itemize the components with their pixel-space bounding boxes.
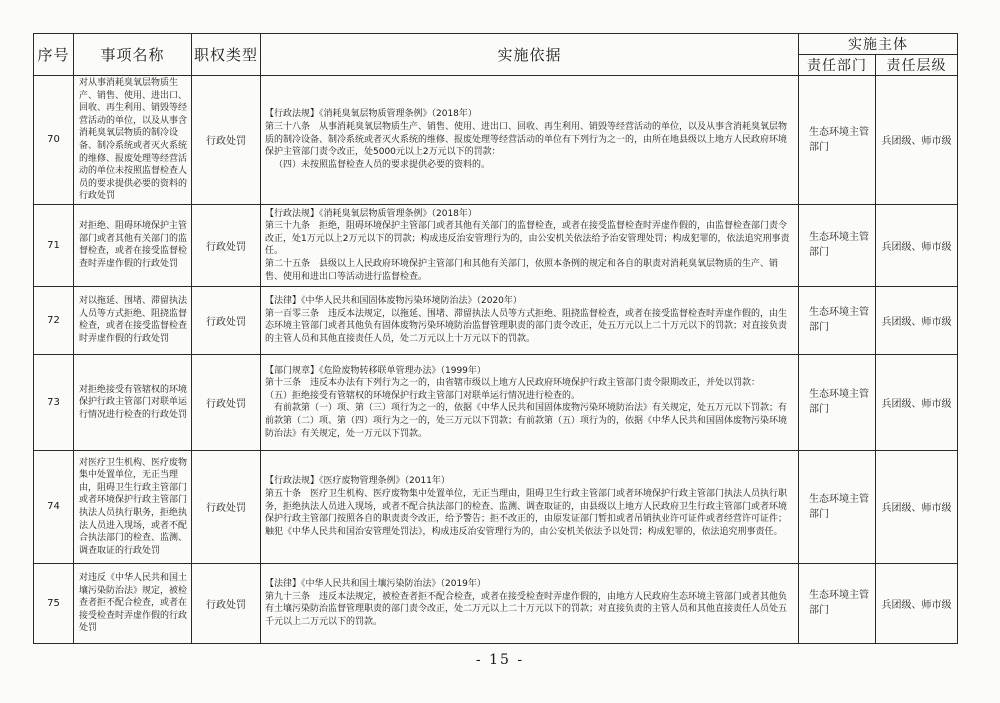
table-row (34, 450, 958, 563)
item-name: 对医疗卫生机构、医疗废物集中处置单位，无正当理由，阻碍卫生行政主管部门或者环境保护行政主管部门执法人员执行职务，拒绝执法人员进入现场，或者不配合执法部门的检查、监测、调查取证的行政处罚 (74, 450, 192, 563)
table-row (34, 286, 958, 354)
item-name: 对拒绝接受有管辖权的环境保护行政主管部门对联单运行情况进行检查的行政处罚 (74, 354, 192, 450)
responsible-level: 兵团级、师市级 (876, 450, 958, 563)
basis-clause: 有前款第（一）项、第（三）项行为之一的，依据《中华人民共和国固体废物污染环境防治法》有关规定，处五万元以下罚款；有前款第（二）项、第（四）项行为之一的，处三万元以下罚款；有前款第（五）项行为的，依据《中华人民共和国固体废物污染环境防治法》有关规定，处一万元以下罚款。 (265, 403, 788, 439)
header-name: 事项名称 (74, 34, 192, 76)
row-number: 72 (34, 286, 74, 354)
legal-basis (261, 563, 799, 643)
basis-source: 【法律】《中华人民共和国固体废物污染环境防治法》（2020年） (265, 296, 522, 307)
basis-clause: 第十三条 违反本办法有下列行为之一的，由省辖市级以上地方人民政府环境保护行政主管部门责令限期改正，并处以罚款： (265, 378, 761, 389)
responsible-dept: 生态环境主管部门 (799, 354, 876, 450)
power-type: 行政处罚 (192, 204, 261, 286)
basis-source: 【部门规章】《危险废物转移联单管理办法》（1999年） (265, 365, 486, 376)
basis-clause: 第三十九条 拒绝，阻碍环境保护主管部门或者其他有关部门的监督检查，或者在接受监督检查时弄虚作假的，由监督检查部门责令改正，处1万元以上2万元以下的罚款；构成违反治安管理行为的，由公安机关依法给予治安管理处罚；构成犯罪的，依法追究刑事责任。 (265, 221, 790, 257)
legal-basis (261, 286, 799, 354)
row-number: 73 (34, 354, 74, 450)
legal-basis (261, 76, 799, 205)
power-type: 行政处罚 (192, 450, 261, 563)
basis-clause: 第二十五条 县级以上人民政府环境保护主管部门和其他有关部门，依照本条例的规定和各自的职责对消耗臭氧层物质的生产、销售、使用和进出口等活动进行监督检查。 (265, 259, 779, 282)
basis-clause: 第三十八条 从事消耗臭氧层物质生产、销售、使用、进出口、回收、再生利用、销毁等经营活动的单位，以及从事含消耗臭氧层物质的制冷设备、制冷系统或者灭火系统的维修、报废处理等经营活动的单位有下列行为之一的，由所在地县级以上地方人民政府环境保护主管部门责令改正，处5000元以上2万元以下的罚款： (265, 122, 788, 158)
power-type: 行政处罚 (192, 76, 261, 205)
header-type: 职权类型 (192, 34, 261, 76)
row-number: 74 (34, 450, 74, 563)
power-type: 行政处罚 (192, 354, 261, 450)
responsible-dept: 生态环境主管部门 (799, 450, 876, 563)
responsible-level: 兵团级、师市级 (876, 563, 958, 643)
responsible-level: 兵团级、师市级 (876, 286, 958, 354)
item-name: 对违反《中华人民共和国土壤污染防治法》规定，被检查者拒不配合检查，或者在接受检查时弄虚作假的行政处罚 (74, 563, 192, 643)
table-row (34, 563, 958, 643)
header-basis: 实施依据 (261, 34, 799, 76)
item-name: 对拒绝、阻碍环境保护主管部门或者其他有关部门的监督检查，或者在接受监督检查时弄虚作假的行政处罚 (74, 204, 192, 286)
basis-clause: 第一百零三条 违反本法规定，以拖延、围堵、滞留执法人员等方式拒绝、阻挠监督检查，或者在接受监督检查时弄虚作假的，由生态环境主管部门或者其他负有固体废物污染环境防治监督管理职责的部门责令改正，处五万元以上二十万元以下的罚款；对直接负责的主管人员和其他直接责任人员，处二万元以上十万元以下的罚款。 (265, 308, 788, 345)
table-row (34, 76, 958, 205)
table-row (34, 204, 958, 286)
basis-clause: 第五十条 医疗卫生机构、医疗废物集中处置单位，无正当理由，阻碍卫生行政主管部门或者环境保护行政主管部门执法人员执行职务，拒绝执法人员进入现场，或者不配合执法部门的检查、监测、调查取证的，由县级以上地方人民政府卫生行政主管部门或者环境保护行政主管部门按照各自的职责责令改正，给予警告；拒不改正的，由原发证部门暂扣或者吊销执业许可证件或者经营许可证件；触犯《中华人民共和国治安管理处罚法》，构成违反治安管理行为的，由公安机关依法予以处罚；构成犯罪的，依法追究刑事责任。 (265, 489, 788, 537)
responsible-dept: 生态环境主管部门 (799, 76, 876, 205)
basis-source: 【行政法规】《消耗臭氧层物质管理条例》（2018年） (265, 208, 477, 219)
power-type: 行政处罚 (192, 286, 261, 354)
item-name: 对从事消耗臭氧层物质生产、销售、使用、进出口、回收、再生利用、销毁等经营活动的单位，以及从事含消耗臭氧层物质的制冷设备、制冷系统或者灭火系统的维修、报废处理等经营活动的单位未按照监督检查人员的要求提供必要的资料的行政处罚 (74, 76, 192, 205)
basis-clause: （五）拒绝接受有管辖权的环境保护行政主管部门对联单运行情况进行检查的。 (265, 390, 581, 401)
powers-table (33, 33, 958, 644)
responsible-level: 兵团级、师市级 (876, 204, 958, 286)
header-group: 实施主体 (799, 34, 958, 55)
basis-clause: 第九十三条 违反本法规定，被检查者拒不配合检查，或者在接受检查时弄虚作假的，由地方人民政府生态环境主管部门或者其他负有土壤污染防治监督管理职责的部门责令改正，处二万元以上二十万元以下的罚款；对直接负责的主管人员和其他直接责任人员处五千元以上二万元以下的罚款。 (265, 591, 788, 628)
responsible-dept: 生态环境主管部门 (799, 563, 876, 643)
responsible-level: 兵团级、师市级 (876, 354, 958, 450)
responsible-dept: 生态环境主管部门 (799, 204, 876, 286)
table-row (34, 354, 958, 450)
row-number: 70 (34, 76, 74, 205)
responsible-dept: 生态环境主管部门 (799, 286, 876, 354)
legal-basis (261, 204, 799, 286)
basis-clause: （四）未按照监督检查人员的要求提供必要的资料的。 (274, 159, 491, 170)
row-number: 75 (34, 563, 74, 643)
header-no: 序号 (34, 34, 74, 76)
row-number: 71 (34, 204, 74, 286)
basis-source: 【行政法规】《消耗臭氧层物质管理条例》（2018年） (265, 109, 477, 120)
page-number: - 15 - (475, 652, 525, 668)
basis-source: 【行政法规】《医疗废物管理条例》（2011年） (265, 476, 450, 487)
header-level: 责任层级 (876, 55, 958, 76)
responsible-level: 兵团级、师市级 (876, 76, 958, 205)
item-name: 对以拖延、围堵、滞留执法人员等方式拒绝、阻挠监督检查，或者在接受监督检查时弄虚作假的行政处罚 (74, 286, 192, 354)
header-dept: 责任部门 (799, 55, 876, 76)
basis-source: 【法律】《中华人民共和国土壤污染防治法》（2019年） (265, 579, 486, 590)
power-type: 行政处罚 (192, 563, 261, 643)
legal-basis (261, 450, 799, 563)
legal-basis (261, 354, 799, 450)
